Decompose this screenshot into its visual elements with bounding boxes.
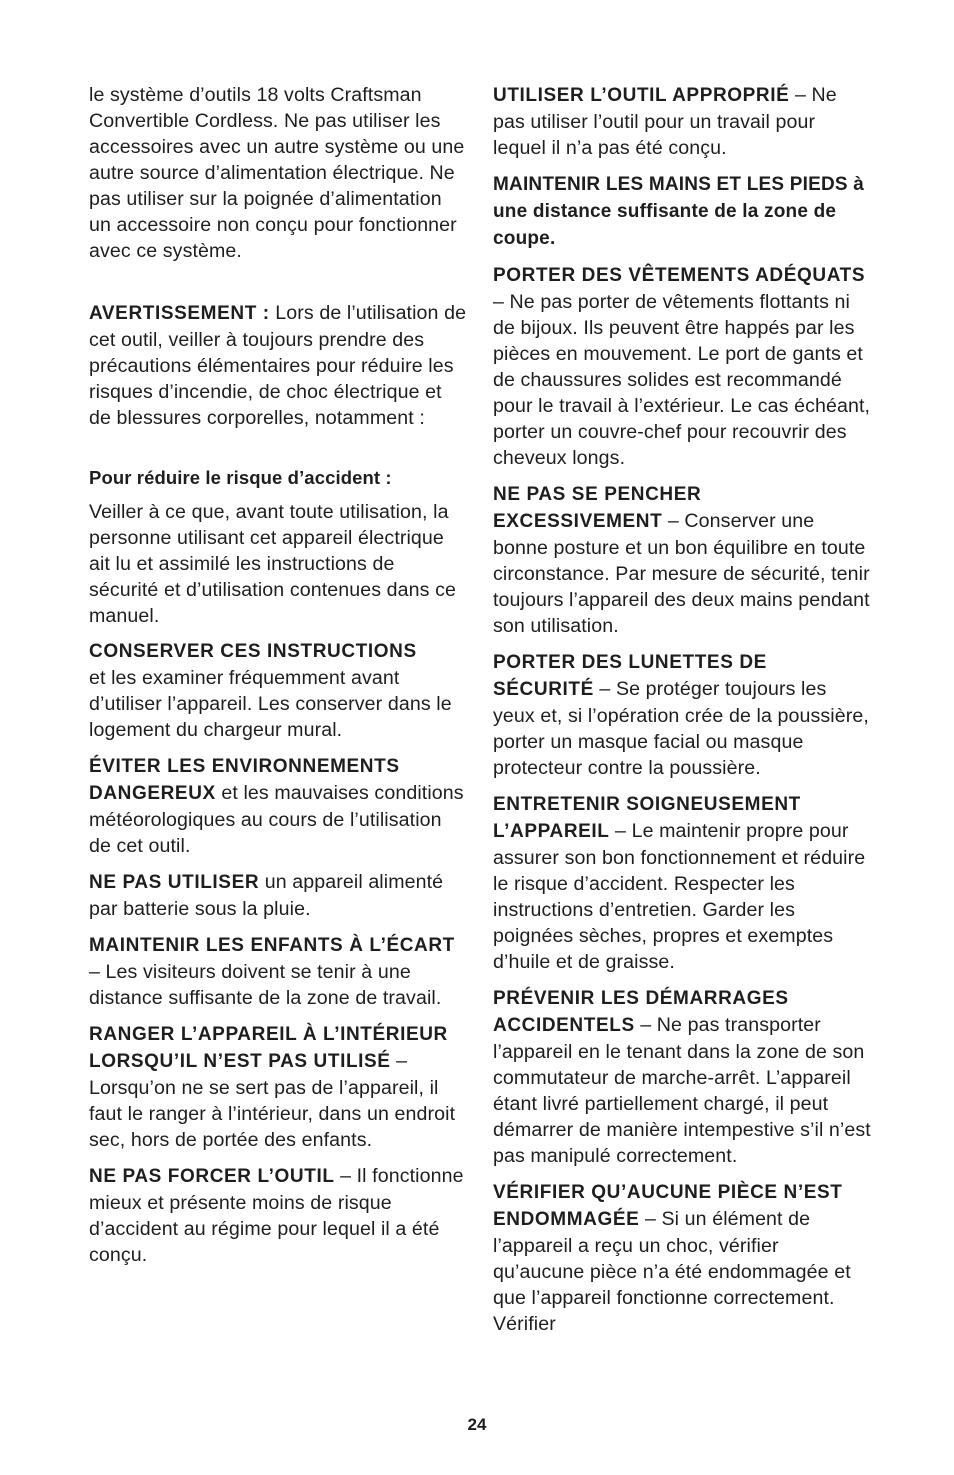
demarrages-heading: PRÉVENIR LES DÉMARRAGES ACCIDENTELS	[493, 988, 789, 1036]
intro-text: le système d’outils 18 volts Craftsman Convertible Cordless. Ne pas utiliser les accessoires avec un autre système ou une autre source d’alimentation électrique. Ne pas utiliser sur la poignée d’alimentation un accessoire non conçu pour fonctionner avec ce système.	[89, 84, 465, 262]
warning-heading: AVERTISSEMENT :	[89, 303, 270, 324]
enfants-text: – Les visiteurs doivent se tenir à une distance suffisante de la zone de travail.	[89, 961, 442, 1009]
right-column	[493, 82, 873, 1347]
subhead-body-text: Veiller à ce que, avant toute utilisation, la personne utilisant cet appareil électrique ait lu et assimilé les instructions de sécurité et d’utilisation contenues dans ce manuel.	[89, 501, 457, 627]
mains-pieds-heading: MAINTENIR LES MAINS ET LES PIEDS	[493, 174, 848, 195]
section-conserver	[89, 639, 469, 743]
section-vetements	[493, 262, 873, 471]
subhead-body-paragraph	[89, 499, 469, 629]
mains-pieds-text: à une distance suffisante de la zone de coupe.	[493, 174, 865, 249]
conserver-text: et les examiner fréquemment avant d’utiliser l’appareil. Les conserver dans le logement du chargeur mural.	[89, 667, 452, 741]
intro-paragraph	[89, 82, 469, 264]
pencher-text: – Conserver une bonne posture et un bon équilibre en toute circonstance. Par mesure de sécurité, tenir toujours l’appareil des deux mains pendant son utilisation.	[493, 510, 870, 637]
enfants-heading: MAINTENIR LES ENFANTS À L’ÉCART	[89, 935, 455, 956]
section-demarrages	[493, 985, 873, 1169]
section-forcer	[89, 1163, 469, 1268]
vetements-text: – Ne pas porter de vêtements flottants ni de bijoux. Ils peuvent être happés par les pièces en mouvement. Le port de gants et de chaussures solides est recommandé pour le travail à l’extérieur. Le cas échéant, porter un couvre-chef pour recouvrir des cheveux longs.	[493, 291, 871, 469]
verifier-text: – Si un élément de l’appareil a reçu un choc, vérifier qu’aucune pièce n’a été endommagée et que l’appareil fonctionne correctement. Vérifier	[493, 1208, 851, 1335]
demarrages-text: – Ne pas transporter l’appareil en le tenant dans la zone de son commutateur de marche-arrêt. L’appareil étant livré partiellement chargé, il peut démarrer de manière intempestive s’il n’est pas manipulé correctement.	[493, 1014, 871, 1167]
section-enfants	[89, 932, 469, 1011]
left-column	[89, 82, 469, 1278]
section-pencher	[493, 481, 873, 639]
forcer-heading: NE PAS FORCER L’OUTIL	[89, 1166, 335, 1187]
lunettes-heading: PORTER DES LUNETTES DE SÉCURITÉ	[493, 652, 767, 700]
eviter-text: et les mauvaises conditions météorologiques au cours de l’utilisation de cet outil.	[89, 782, 464, 857]
section-mains-pieds	[493, 171, 873, 252]
conserver-heading: CONSERVER CES INSTRUCTIONS	[89, 641, 417, 662]
section-ne-pas-utiliser	[89, 869, 469, 922]
subhead-paragraph	[89, 465, 469, 491]
section-lunettes	[493, 649, 873, 781]
entretenir-heading: ENTRETENIR SOIGNEUSEMENT L’APPAREIL	[493, 794, 801, 842]
page-number: 24	[467, 1415, 487, 1434]
section-ranger	[89, 1021, 469, 1153]
section-eviter	[89, 753, 469, 859]
outil-approprie-text: – Ne pas utiliser l’outil pour un travail pour lequel il n’a pas été conçu.	[493, 84, 837, 159]
ranger-text: – Lorsqu’on ne se sert pas de l’appareil, il faut le ranger à l’intérieur, dans un endroit sec, hors de portée des enfants.	[89, 1050, 456, 1151]
entretenir-text: – Le maintenir propre pour assurer son bon fonctionnement et réduire le risque d’accident. Respecter les instructions d’entretien. Garder les poignées sèches, propres et exemptes d’huile et de graisse.	[493, 820, 866, 973]
warning-paragraph	[89, 300, 469, 431]
outil-approprie-heading: UTILISER L’OUTIL APPROPRIÉ	[493, 85, 790, 106]
verifier-heading: VÉRIFIER QU’AUCUNE PIÈCE N’EST ENDOMMAGÉE	[493, 1182, 843, 1230]
section-entretenir	[493, 791, 873, 975]
pencher-heading: NE PAS SE PENCHER EXCESSIVEMENT	[493, 484, 702, 532]
accident-subheading: Pour réduire le risque d’accident :	[89, 467, 392, 488]
forcer-text: – Il fonctionne mieux et présente moins de risque d’accident au régime pour lequel il a été conçu.	[89, 1165, 464, 1266]
ne-pas-utiliser-heading: NE PAS UTILISER	[89, 872, 260, 893]
ranger-heading: RANGER L’APPAREIL À L’INTÉRIEUR LORSQU’IL N’EST PAS UTILISÉ	[89, 1024, 448, 1072]
ne-pas-utiliser-text: un appareil alimenté par batterie sous la pluie.	[89, 871, 444, 920]
eviter-heading: ÉVITER LES ENVIRONNEMENTS DANGEREUX	[89, 756, 400, 804]
section-verifier	[493, 1179, 873, 1337]
section-outil-approprie	[493, 82, 873, 161]
vetements-heading: PORTER DES VÊTEMENTS ADÉQUATS	[493, 265, 866, 286]
lunettes-text: – Se protéger toujours les yeux et, si l’opération crée de la poussière, porter un masque facial ou masque protecteur contre la poussière.	[493, 678, 869, 779]
warning-text: Lors de l’utilisation de cet outil, veiller à toujours prendre des précautions élémentaires pour réduire les risques d’incendie, de choc électrique et de blessures corporelles, notamment :	[89, 302, 467, 429]
